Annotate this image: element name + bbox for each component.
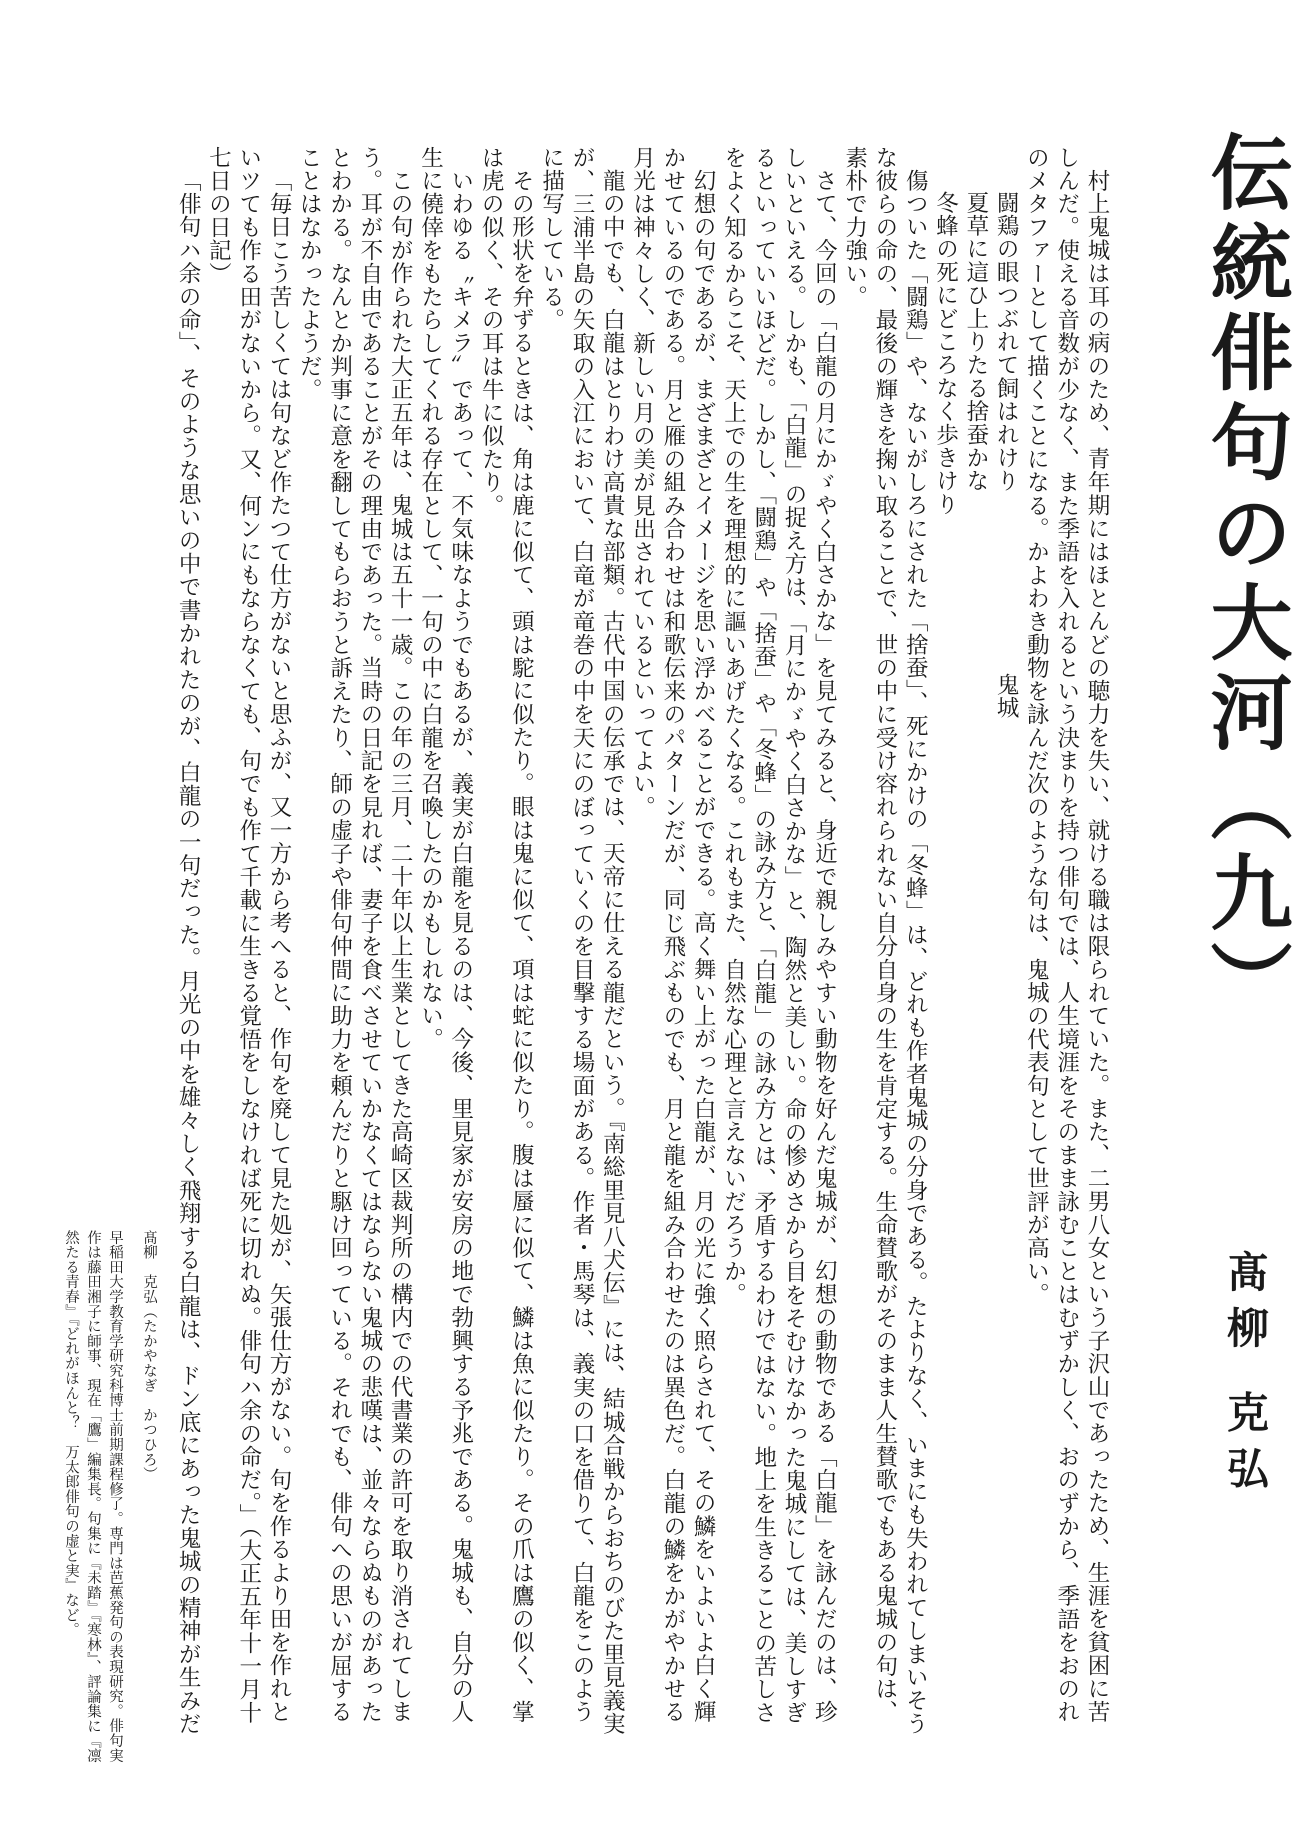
paragraph: 傷ついた「闘鶏」や、ないがしろにされた「捨蚕」、死にかけの「冬蜂」は、どれも作者鬼城の分身である。たよりなく、いまにも失われてしまいそうな彼らの命の、最後の輝きを掬い取ることで、世の中に受け容れられない自分自身の生を肯定する。生命賛歌がそのまま人生賛歌でもある鬼城の句は、素朴で力強い。 xyxy=(841,146,929,1735)
author-name: 髙柳 克弘 xyxy=(1221,1250,1270,1503)
article-title: 伝統俳句の大河（九） xyxy=(1197,130,1293,1030)
paragraph: 龍の中でも、白龍はとりわけ高貴な部類。古代中国の伝承では、天帝に仕える龍だという。『南総里見八犬伝』には、結城合戦からおちのびた里見義実が、三浦半島の矢取の入江において、白竜が竜巻の中を天にのぼっていくのを目撃する場面がある。作者・馬琴は、義実の口を借りて、白龍をこのように描写している。 xyxy=(538,146,626,1735)
paragraph: この句が作られた大正五年は、鬼城は五十一歳。この年の三月、二十年以上生業としてきた高崎区裁判所の構内での代書業の許可を取り消されてしまう。耳が不自由であることがその理由であった。当時の日記を見れば、妻子を食べさせていかなくてはならない鬼城の悲嘆は、並々ならぬものがあったとわかる。なんとか判事に意を翻してもらおうと訴えたり、師の虚子や俳句仲間に助力を頼んだりと駆け回っている。それでも、俳句への思いが屈することはなかったようだ。 xyxy=(296,146,414,1724)
paragraph: さて、今回の「白龍の月にかゞやく白さかな」を見てみると、身近で親しみやすい動物を好んだ鬼城が、幻想の動物である「白龍」を詠んだのは、珍しいといえる。しかも、「白龍」の捉え方は、「月にかゞやく白さかな」と、陶然と美しい。命の惨めさから目をそむけなかった鬼城にしては、美しすぎるといっていいほどだ。しかし、「闘鶏」や「捨蚕」や「冬蜂」の詠み方と、「白龍」の詠み方とは、矛盾するわけではない。地上を生きることの苦しさをよく知るからこそ、天上での生を理想的に謳いあげたくなる。これもまた、自然な心理と言えないだろうか。 xyxy=(720,146,838,1725)
diary-quote: 「毎日こう苦しくては句など作たつて仕方がないと思ふが、又一方から考へると、作句を廃して見た処が、矢張仕方がない。句を作るより田を作れといツても作る田がないから。又、何ンにもならなくても、句でも作て千載に生きる覚悟をしなければ死に切れぬ。俳句ハ余の命だ。」（大正五年十一月十七日の日記） xyxy=(205,146,292,1725)
author-bio xyxy=(28,1230,160,1770)
paragraph: いわゆる〝キメラ〟であって、不気味なようでもあるが、義実が白龍を見るのは、今後、里見家が安房の地で勃興する予兆である。鬼城も、自分の人生に僥倖をもたらしてくれる存在として、一句の中に白龍を召喚したのかもしれない。 xyxy=(417,146,474,1723)
haiku-line: 冬蜂の死にどころなく歩きけり xyxy=(932,191,959,516)
quote-paragraph: その形状を弁ずるときは、角は鹿に似て、頭は駝に似たり。眼は鬼に似て、項は蛇に似たり。腹は蜃に似て、鱗は魚に似たり。その爪は鷹の似く、掌は虎の似く、その耳は牛に似たり。 xyxy=(478,146,535,1723)
paragraph: 幻想の句であるが、まざまざとイメージを思い浮かべることができる。高く舞い上がった白龍が、月の光に強く照らされて、その鱗をいよいよ白く輝かせているのである。月と雁の組み合わせは和歌伝来のパターンだが、同じ飛ぶものでも、月と龍を組み合わせたのは異色だ。白龍の鱗をかがやかせる月光は神々しく、新しい月の美が見出されているといってよい。 xyxy=(629,146,717,1724)
bio-text: 早稲田大学教育学研究科博士前期課程修了。専門は芭蕉発句の表現研究。俳句実作は藤田湘子に師事、現在「鷹」編集長。句集に『未踏』『寒林』、評論集に『凛然たる青春』『どれがほんと？ 万太郎俳句の虚と実』など。 xyxy=(63,1230,123,1764)
haiku-text: 闘鶏の眼つぶれて飼はれけり xyxy=(993,191,1020,493)
haiku-poet: 鬼城 xyxy=(993,672,1020,720)
haiku-line: 夏草に這ひ上りたる捨蚕かな xyxy=(962,191,989,493)
haiku-line xyxy=(991,146,1021,1746)
paragraph: 「俳句ハ余の命」、そのような思いの中で書かれたのが、白龍の一句だった。月光の中を雄々しく飛翔する白龍は、ドン底にあった鬼城の精神が生みだ xyxy=(175,168,202,1735)
bio-name: 髙柳 克弘（たかやなぎ かつひろ） xyxy=(141,1230,157,1482)
paragraph: 村上鬼城は耳の病のため、青年期にはほとんどの聴力を失い、就ける職は限られていた。また、二男八女という子沢山であったため、生涯を貧困に苦しんだ。使える音数が少なく、また季語を入れるという決まりを持つ俳句では、人生境涯をそのまま詠むことはむずかしく、おのずから、季語をおのれのメタファーとして描くことになる。かよわき動物を詠んだ次のような句は、鬼城の代表句として世評が高い。 xyxy=(1023,146,1110,1724)
essay-body xyxy=(172,146,1112,1746)
